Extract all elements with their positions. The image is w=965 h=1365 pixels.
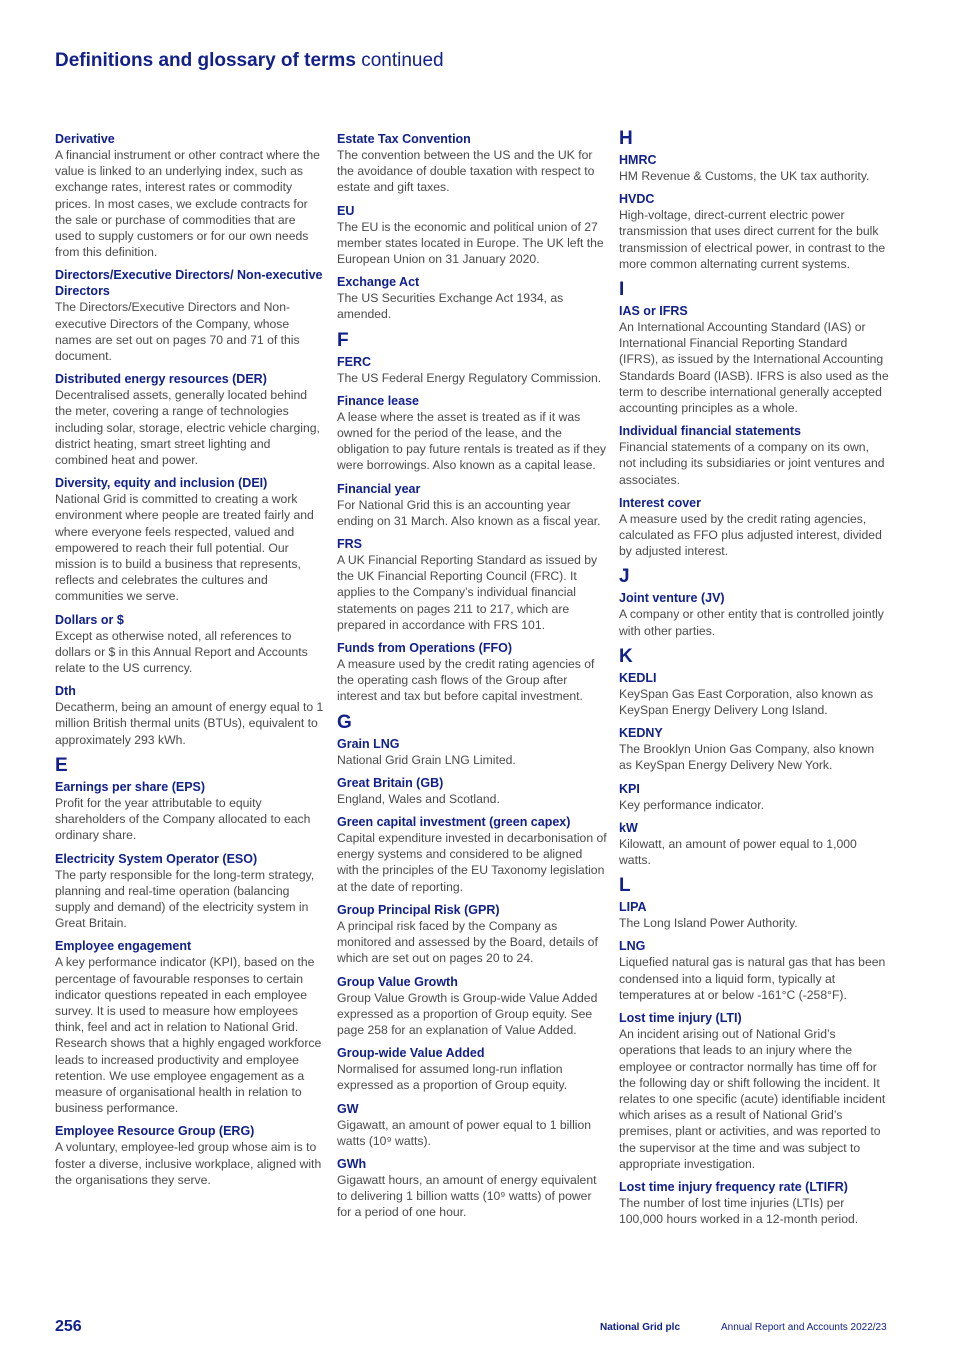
glossary-definition: High-voltage, direct-current electric power transmission that uses direct current for the bulk transmission of electrical power, in contrast to the more common alternating current systems. <box>619 208 886 271</box>
glossary-definition: The Long Island Power Authority. <box>619 916 798 931</box>
glossary-definition: The number of lost time injuries (LTIs) per 100,000 hours worked in a 12-month period. <box>619 1195 859 1227</box>
glossary-definition: An incident arising out of National Grid’s operations that leads to an injury where the employee or contractor normally has time off for the following day or shift following the incident. It relates to one specific (acute) identifiable incident which arises as a result of National Grid’s premises, plant or activities, and was reported to the supervisor at the time and was subject to appropriate investigation. <box>619 1027 886 1171</box>
glossary-definition: Capital expenditure invested in decarbonisation of energy systems and considered to be aligned with the principles of the EU Taxonomy legislation at the date of reporting. <box>337 831 607 894</box>
glossary-entry <box>337 203 607 268</box>
glossary-definition: A financial instrument or other contract where the value is linked to an underlying index, such as exchange rates, interest rates or commodity prices. In most cases, we exclude contracts for the sale or purchase of commodities that are used to supply customers or for our own needs from this definition. <box>55 148 320 260</box>
footer-report-title: Annual Report and Accounts 2022/23 <box>721 1322 887 1333</box>
glossary-term: Distributed energy resources (DER) <box>55 372 267 387</box>
glossary-term: KEDLI <box>619 670 657 685</box>
glossary-definition: HM Revenue & Customs, the UK tax authority. <box>619 169 870 183</box>
glossary-entry <box>619 938 889 1003</box>
glossary-term: Funds from Operations (FFO) <box>337 641 512 656</box>
section-letter: E <box>55 754 68 776</box>
glossary-definition: The US Federal Energy Regulatory Commission. <box>337 370 602 385</box>
glossary-entry <box>619 670 889 718</box>
glossary-term: Diversity, equity and inclusion (DEI) <box>55 476 268 491</box>
glossary-term: Group-wide Value Added <box>337 1046 485 1061</box>
glossary-term: Electricity System Operator (ESO) <box>55 851 258 866</box>
glossary-term: Estate Tax Convention <box>337 132 471 146</box>
glossary-term: LNG <box>619 939 646 954</box>
glossary-definition: Gigawatt, an amount of power equal to 1 billion watts (10⁹ watts). <box>337 1117 592 1148</box>
glossary-term: IAS or IFRS <box>619 304 688 319</box>
glossary-entry <box>619 1179 889 1227</box>
glossary-entry <box>619 495 889 560</box>
glossary-definition: A principal risk faced by the Company as monitored and assessed by the Board, details of which are set out on pages 20 to 24. <box>337 918 598 966</box>
glossary-entry <box>619 152 889 184</box>
glossary-entry <box>55 267 325 364</box>
glossary-entry <box>337 1045 607 1093</box>
glossary-entry <box>619 423 889 488</box>
glossary-entry <box>337 1101 607 1149</box>
section-letter: G <box>337 711 352 733</box>
glossary-definition: KeySpan Gas East Corporation, also known as KeySpan Energy Delivery Long Island. <box>619 686 874 718</box>
glossary-term: HVDC <box>619 192 655 207</box>
glossary-definition: Key performance indicator. <box>619 797 764 812</box>
glossary-definition: The party responsible for the long-term strategy, planning and real-time operation (balancing supply and demand) of the electricity system in Great Britain. <box>55 867 315 931</box>
glossary-term: Finance lease <box>337 393 419 408</box>
glossary-entry <box>337 814 607 895</box>
glossary-definition: Group Value Growth is Group-wide Value Added expressed as a proportion of Group equity. See page 258 for an explanation of Value Added. <box>337 990 598 1037</box>
glossary-definition: The US Securities Exchange Act 1934, as amended. <box>337 291 564 322</box>
glossary-term: Directors/Executive Directors/ Non-executive Directors <box>55 268 323 299</box>
glossary-term: Derivative <box>55 132 115 146</box>
glossary-entry <box>55 1123 325 1188</box>
glossary-definition: The Brooklyn Union Gas Company, also known as KeySpan Energy Delivery New York. <box>619 742 875 773</box>
glossary-definition: The convention between the US and the UK for the avoidance of double taxation with respect to estate and gift taxes. <box>337 148 595 195</box>
section-letter: L <box>619 875 631 897</box>
glossary-term: HMRC <box>619 153 657 167</box>
glossary-entry <box>337 393 607 474</box>
glossary-column-2 <box>337 131 607 1228</box>
section-letter: J <box>619 566 630 588</box>
glossary-definition: Normalised for assumed long-run inflation expressed as a proportion of Group equity. <box>337 1062 568 1093</box>
glossary-definition: Profit for the year attributable to equity shareholders of the Company allocated to each ordinary share. <box>55 795 311 843</box>
glossary-term: Dollars or $ <box>55 612 124 627</box>
glossary-entry <box>337 481 607 529</box>
glossary-definition: For National Grid this is an accounting year ending on 31 March. Also known as a fiscal year. <box>337 497 601 528</box>
glossary-term: Lost time injury (LTI) <box>619 1011 742 1026</box>
glossary-term: Great Britain (GB) <box>337 775 444 790</box>
glossary-term: Financial year <box>337 481 421 496</box>
glossary-term: LIPA <box>619 900 647 915</box>
glossary-term: GW <box>337 1101 359 1116</box>
glossary-term: Green capital investment (green capex) <box>337 815 571 830</box>
glossary-entry <box>337 736 607 768</box>
glossary-entry <box>619 725 889 773</box>
glossary-entry <box>337 902 607 967</box>
glossary-definition: Decentralised assets, generally located behind the meter, covering a range of technologies including solar, storage, electric vehicle charging, district heating, smart street lighting and combined heat and power. <box>55 388 320 468</box>
glossary-term: kW <box>619 820 638 835</box>
glossary-definition: Financial statements of a company on its own, not including its subsidiaries or joint ventures and associates. <box>619 440 885 487</box>
glossary-term: Individual financial statements <box>619 424 801 439</box>
glossary-term: Lost time injury frequency rate (LTIFR) <box>619 1179 848 1194</box>
glossary-definition: National Grid is committed to creating a work environment where people are treated fairly and where everyone feels respected, valued and empowered to reach their full potential. Our mission is to build a business that represents, reflects and celebrates the cultures and communities we serve. <box>55 492 314 604</box>
glossary-entry <box>619 590 889 638</box>
glossary-term: Grain LNG <box>337 736 400 751</box>
glossary-definition: The EU is the economic and political union of 27 member states located in Europe. The UK left the European Union on 31 January 2020. <box>337 219 604 267</box>
glossary-term: Interest cover <box>619 495 701 510</box>
glossary-term: Dth <box>55 684 76 699</box>
glossary-entry <box>619 1010 889 1172</box>
glossary-definition: The Directors/Executive Directors and Non-executive Directors of the Company, whose names are set out on pages 70 and 71 of this document. <box>55 300 300 364</box>
glossary-column-1 <box>55 131 325 1195</box>
section-letter: H <box>619 128 633 149</box>
glossary-entry <box>337 974 607 1039</box>
footer-company: National Grid plc <box>600 1322 681 1333</box>
glossary-term: KEDNY <box>619 726 663 741</box>
glossary-term: Group Value Growth <box>337 974 458 989</box>
glossary-entry <box>619 781 889 813</box>
page-title-suffix: continued <box>361 50 444 71</box>
glossary-term: FERC <box>337 354 372 369</box>
glossary-definition: A lease where the asset is treated as if it was owned for the period of the lease, and the obligation to pay future rentals is treated as if they were borrowings. Also known as a capital lease. <box>337 409 606 473</box>
glossary-definition: National Grid Grain LNG Limited. <box>337 752 516 767</box>
section-letter: K <box>619 645 633 667</box>
glossary-definition: A company or other entity that is controlled jointly with other parties. <box>619 607 884 638</box>
glossary-term: EU <box>337 203 355 218</box>
page-number: 256 <box>55 1318 82 1335</box>
glossary-definition: A key performance indicator (KPI), based on the percentage of favourable responses to certain indicator questions repeated in each employee survey. It is used to measure how employees think, feel and act in relation to National Grid. Research shows that a highly engaged workforce leads to increased productivity and employee retention. We use employee engagement as a measure of organisational health in relation to business performance. <box>55 955 322 1116</box>
glossary-entry <box>619 899 889 931</box>
glossary-term: Joint venture (JV) <box>619 591 725 606</box>
glossary-definition: An International Accounting Standard (IAS) or International Financial Reporting Standard (IFRS), as issued by the International Accounting Standards Board (IASB). IFRS is also used as the term to describe international generally accepted accounting principles as a whole. <box>619 320 889 416</box>
glossary-term: Employee engagement <box>55 939 192 954</box>
glossary-definition: England, Wales and Scotland. <box>337 791 500 806</box>
glossary-definition: Kilowatt, an amount of power equal to 1,000 watts. <box>619 836 857 868</box>
glossary-definition: Decatherm, being an amount of energy equal to 1 million British thermal units (BTUs), equivalent to approximately 293 kWh. <box>55 700 324 747</box>
glossary-entry <box>55 475 325 604</box>
glossary-entry <box>55 779 325 844</box>
section-letter: F <box>337 329 349 351</box>
glossary-entry <box>337 775 607 807</box>
glossary-column-3 <box>619 128 889 1234</box>
glossary-entry <box>55 683 325 748</box>
glossary-entry <box>337 354 607 386</box>
glossary-definition: A voluntary, employee-led group whose aim is to foster a diverse, inclusive workplace, aligned with the organisations they serve. <box>55 1140 322 1187</box>
glossary-term: Employee Resource Group (ERG) <box>55 1124 255 1139</box>
glossary-entry <box>337 640 607 705</box>
glossary-term: Earnings per share (EPS) <box>55 779 206 794</box>
page-title-main: Definitions and glossary of terms <box>55 50 356 71</box>
page-title <box>55 50 444 72</box>
glossary-term: FRS <box>337 537 362 552</box>
glossary-definition: Gigawatt hours, an amount of energy equivalent to delivering 1 billion watts (10⁹ watts) of power for a period of one hour. <box>337 1172 597 1220</box>
glossary-definition: A measure used by the credit rating agencies, calculated as FFO plus adjusted interest, divided by adjusted interest. <box>619 511 882 559</box>
glossary-entry <box>337 1156 607 1221</box>
glossary-entry <box>55 371 325 468</box>
section-letter: I <box>619 279 625 301</box>
glossary-entry <box>337 274 607 322</box>
glossary-entry <box>619 820 889 868</box>
glossary-term: KPI <box>619 781 640 796</box>
glossary-entry <box>55 612 325 677</box>
glossary-definition: A measure used by the credit rating agencies of the operating cash flows of the Group after interest and tax but before capital investment. <box>337 657 595 704</box>
glossary-entry <box>55 131 325 260</box>
glossary-entry <box>337 131 607 196</box>
glossary-term: Exchange Act <box>337 275 420 290</box>
glossary-definition: A UK Financial Reporting Standard as issued by the UK Financial Reporting Council (FRC). It applies to the Company’s individual financial statements on pages 211 to 217, which are prepared in accordance with FRS 101. <box>337 553 598 632</box>
glossary-definition: Except as otherwise noted, all references to dollars or $ in this Annual Report and Accounts relate to the US currency. <box>55 628 308 676</box>
glossary-entry <box>619 191 889 272</box>
glossary-entry <box>337 536 607 633</box>
glossary-entry <box>55 851 325 932</box>
glossary-entry <box>55 938 325 1116</box>
glossary-term: GWh <box>337 1156 367 1171</box>
glossary-term: Group Principal Risk (GPR) <box>337 902 500 917</box>
glossary-entry <box>619 303 889 416</box>
glossary-definition: Liquefied natural gas is natural gas that has been condensed into a liquid form, typically at temperatures at or below -161°C (-258°F). <box>619 955 886 1002</box>
